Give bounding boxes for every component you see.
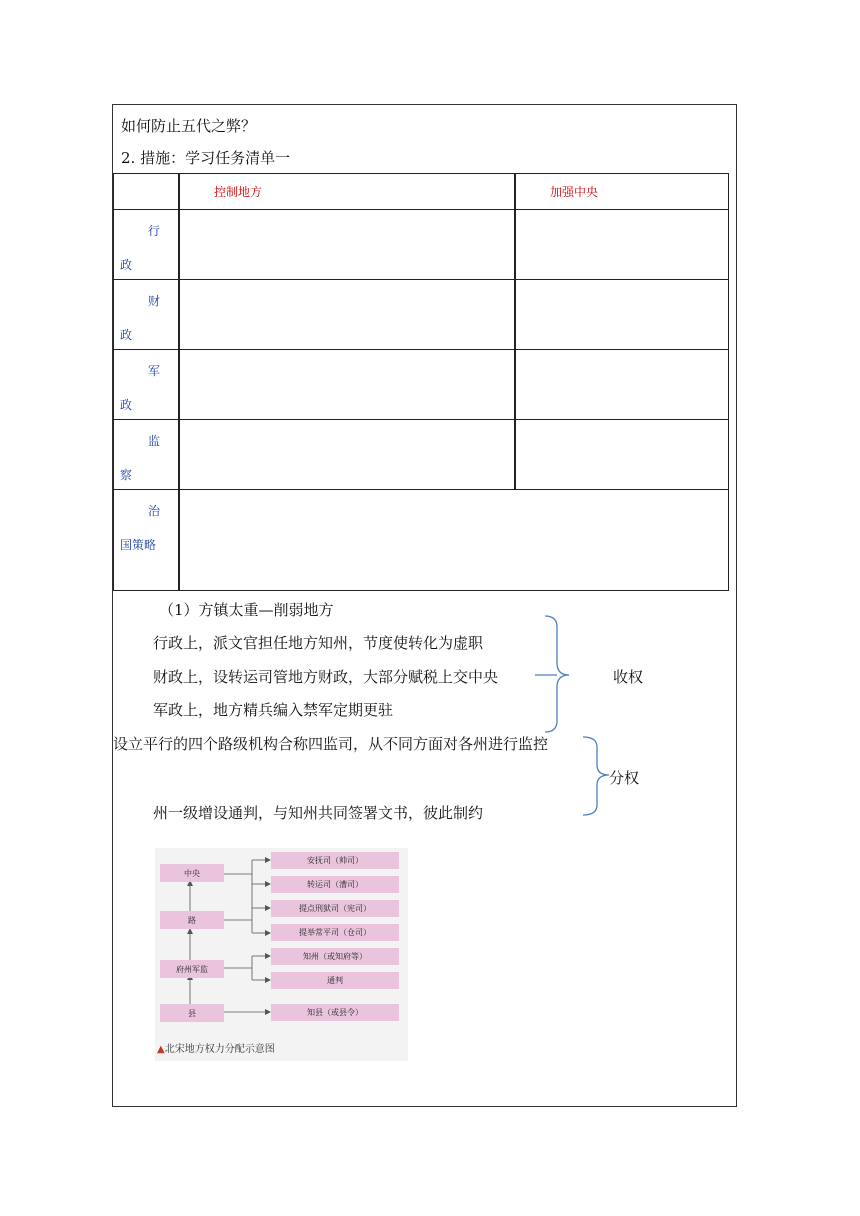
table-cell[interactable] <box>179 350 515 420</box>
row-label-supervision: 监 察 <box>114 420 180 490</box>
section1-line-finance: 财政上，设转运司管地方财政，大部分赋税上交中央 <box>153 668 499 686</box>
row-label-admin: 行 政 <box>114 210 180 280</box>
table-cell-strategy[interactable] <box>179 490 729 591</box>
diagram-box-zhixian: 知县（或县令） <box>271 1004 399 1021</box>
diagram-box-zhizhou: 知州（或知府等） <box>271 948 399 965</box>
section1-heading: （1）方镇太重—削弱地方 <box>159 601 334 619</box>
diagram-box-tijuchangpingsi: 提举常平司（仓司） <box>271 924 399 941</box>
diagram-box-prefecture: 府州军监 <box>160 960 224 978</box>
question-text: 如何防止五代之弊？ <box>121 117 257 135</box>
brace-label-divide: 分权 <box>609 769 640 787</box>
diagram-box-central: 中央 <box>160 864 224 882</box>
power-distribution-diagram <box>155 848 408 1061</box>
table-cell[interactable] <box>515 210 729 280</box>
diagram-box-circuit: 路 <box>160 911 224 929</box>
brace-label-collect: 收权 <box>613 668 644 686</box>
table-cell[interactable] <box>179 420 515 490</box>
diagram-box-county: 县 <box>160 1004 224 1022</box>
table-cell[interactable] <box>515 350 729 420</box>
row-label-finance: 财 政 <box>114 280 180 350</box>
table-cell[interactable] <box>515 280 729 350</box>
task-table <box>113 173 729 591</box>
diagram-box-zhuanyunsi: 转运司（漕司） <box>271 876 399 893</box>
triangle-icon: ▲ <box>157 1044 165 1055</box>
diagram-box-anfusi: 安抚司（帅司） <box>271 852 399 869</box>
table-cell[interactable] <box>179 280 515 350</box>
diagram-box-tongpan: 通判 <box>271 972 399 989</box>
diagram-box-tidianxingyusi: 提点刑狱司（宪司） <box>271 900 399 917</box>
section1-line-military: 军政上，地方精兵编入禁军定期更驻 <box>153 701 394 719</box>
diagram-caption <box>157 1040 275 1055</box>
table-header-strengthen-central: 加强中央 <box>515 174 729 210</box>
section1-line-admin: 行政上，派文官担任地方知州，节度使转化为虚职 <box>153 634 484 652</box>
section2-line-tongpan: 州一级增设通判，与知州共同签署文书，彼此制约 <box>153 804 484 822</box>
row-label-military: 军 政 <box>114 350 180 420</box>
brace-icon <box>581 735 611 817</box>
table-cell[interactable] <box>179 210 515 280</box>
diagram-caption-text: 北宋地方权力分配示意图 <box>164 1044 275 1055</box>
brace-icon <box>533 613 583 735</box>
row-label-strategy: 治 国策略 <box>114 490 180 591</box>
measures-title: 2. 措施：学习任务清单一 <box>121 149 291 167</box>
section2-line-supervisors: 设立平行的四个路级机构合称四监司，从不同方面对各州进行监控 <box>113 735 549 753</box>
table-corner-cell <box>114 174 180 210</box>
table-cell[interactable] <box>515 420 729 490</box>
table-header-control-local: 控制地方 <box>179 174 515 210</box>
